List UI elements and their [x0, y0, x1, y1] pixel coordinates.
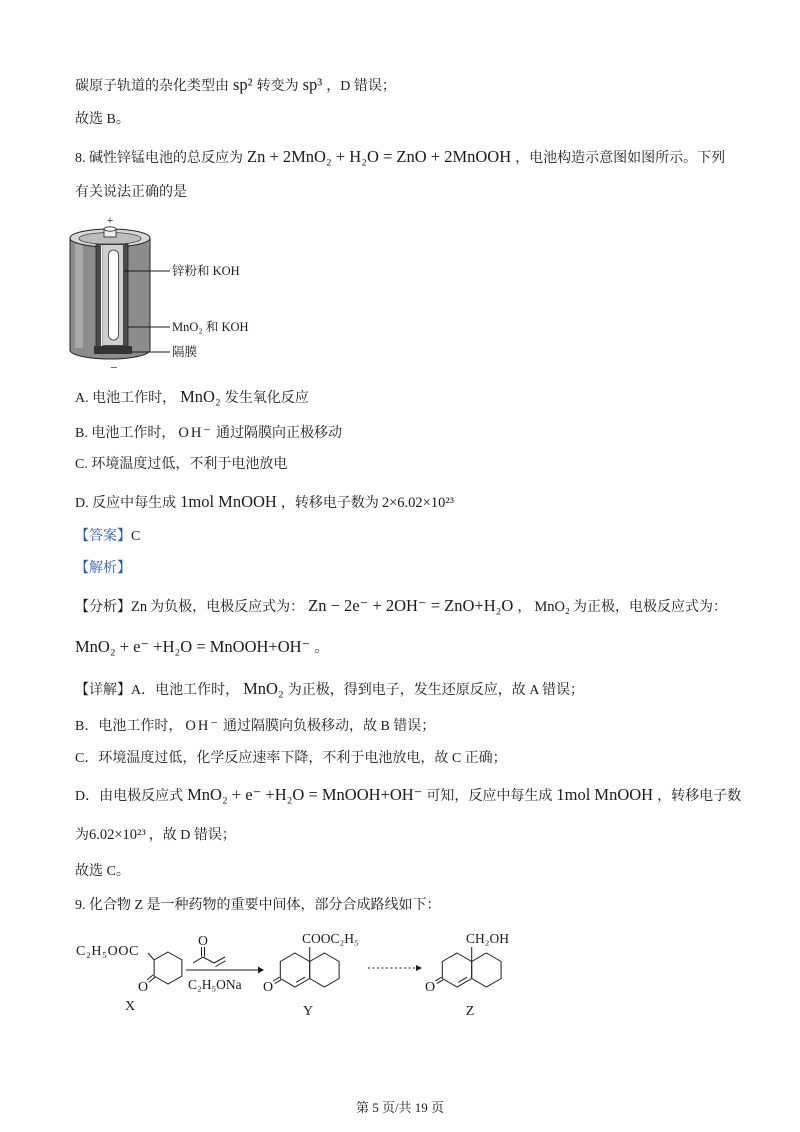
text-segment: 。 [314, 641, 329, 656]
cathode-reaction-formula: MnO₂ + e⁻ +H₂O = MnOOH+OH⁻ [187, 785, 423, 804]
current-collector-rod [109, 250, 119, 340]
y-ester-group: COOC₂H₅ [302, 931, 359, 946]
y-carbonyl-bond [273, 977, 279, 981]
text-segment: 8. 碱性锌锰电池的总反应为 [75, 151, 243, 166]
x-ester-bond [148, 953, 154, 960]
text-segment: C. 环境温度过低，不利于电池放电 [75, 457, 288, 472]
detail-d [75, 785, 741, 807]
analysis-line [75, 596, 727, 618]
battery-diagram [60, 210, 280, 378]
formula-electron-count: 2×6.02×10²³ [381, 495, 455, 511]
text-segment: 为正极，电极反应式为： [572, 600, 727, 615]
answer-value: C [131, 529, 141, 544]
text-segment: 通过隔膜向正极移动 [215, 426, 342, 441]
text-segment: D．由电极反应式 [75, 789, 184, 804]
z-carbonyl-bond [437, 980, 443, 984]
question8-stem-line2: 有关说法正确的是 [75, 185, 187, 200]
answer-line [75, 527, 140, 547]
x-ester-group: C₂H₅OOC [76, 944, 139, 959]
x-compound-label: X [124, 999, 136, 1014]
formula-mno2: MnO₂ [534, 599, 570, 615]
answer-tag: 【答案】 [75, 529, 131, 544]
battery-bottom [94, 346, 132, 354]
option-b [75, 423, 342, 444]
text-segment: A．电池工作时， [131, 683, 240, 698]
text-segment: ，转移电子数为 [280, 496, 379, 511]
text-segment: 转变为 [256, 79, 299, 94]
text-segment: ，D 错误； [326, 79, 396, 94]
z-left-ring [442, 953, 471, 987]
analysis-line2 [75, 637, 328, 659]
text-segment: A. 电池工作时， [75, 391, 177, 406]
question9-stem: 9. 化合物 Z 是一种药物的重要中间体，部分合成路线如下： [75, 898, 441, 913]
separator-layer [101, 245, 103, 347]
text-segment: B. 电池工作时， [75, 426, 176, 441]
reagent-condition: C₂H₅ONa [188, 977, 242, 992]
reaction-arrowhead [258, 967, 264, 974]
text-segment: 碳原子轨道的杂化类型由 [75, 79, 229, 94]
text-segment: D. 反应中每生成 [75, 496, 177, 511]
y-carbonyl-bond [275, 980, 281, 984]
formula-sp2: sp² [233, 75, 253, 94]
formula-electron-count: 6.02×10²³ [89, 827, 146, 843]
cathode-reaction-formula: MnO₂ + e⁻ +H₂O = MnOOH+OH⁻ [75, 637, 311, 656]
page-number-footer: 第 5 页/共 19 页 [355, 1100, 445, 1115]
option-a [75, 387, 309, 409]
y-right-ring [310, 953, 339, 987]
text-segment: ，转移电子数 [657, 789, 742, 804]
can-highlight [75, 244, 83, 348]
text-segment: 发生氧化反应 [224, 391, 309, 406]
explanation-heading [75, 559, 131, 579]
formula-hydroxide: OH⁻ [185, 718, 220, 734]
formula-sp3: sp³ [302, 75, 323, 94]
label-zinc: 锌粉和 KOH [172, 264, 240, 278]
explanation-tag: 【解析】 [75, 561, 131, 576]
previous-answer-line [75, 75, 396, 97]
z-carbonyl-oxygen: O [424, 980, 436, 995]
positive-terminal-top [104, 227, 116, 231]
z-carbonyl-bond [435, 977, 441, 981]
text-segment: 为负极，电极反应式为： [150, 600, 305, 615]
formula-mno2: MnO₂ [243, 679, 284, 698]
text-segment: 为正极，得到电子，发生还原反应，故 A 错误； [287, 683, 585, 698]
multistep-arrowhead [416, 965, 422, 971]
x-cyclohexane-ring [154, 952, 182, 984]
z-hydroxymethyl-group: CH₂OH [466, 931, 509, 946]
formula-mno2: MnO₂ [180, 387, 221, 406]
positive-terminal-sign: + [106, 213, 114, 227]
negative-terminal-sign: − [110, 360, 118, 375]
synthesis-scheme [60, 925, 540, 1025]
label-separator: 隔膜 [172, 345, 198, 359]
z-right-ring [472, 953, 501, 987]
text-segment: 为 [75, 828, 89, 843]
y-compound-label: Y [302, 1004, 314, 1019]
anode-reaction-formula: Zn − 2e⁻ + 2OH⁻ = ZnO+H₂O [308, 596, 514, 615]
previous-conclusion: 故选 B。 [75, 112, 130, 127]
final-conclusion: 故选 C。 [75, 864, 130, 879]
formula-hydroxide: OH⁻ [178, 425, 213, 441]
y-carbonyl-oxygen: O [262, 980, 274, 995]
detail-tag: 【详解】 [75, 683, 131, 698]
formula-mnooh: 1mol MnOOH [556, 785, 654, 804]
overall-reaction-formula: Zn + 2MnO₂ + H₂O = ZnO + 2MnOOH [247, 147, 512, 166]
formula-mnooh: 1mol MnOOH [180, 492, 277, 511]
text-segment: ， [517, 600, 532, 615]
detail-b [75, 716, 435, 737]
detail-d-line2 [75, 825, 236, 846]
z-compound-label: Z [465, 1004, 475, 1019]
question8-stem [75, 147, 725, 169]
detail-a [75, 679, 584, 701]
label-mno2: MnO₂ 和 KOH [172, 320, 249, 334]
text-segment: 可知，反应中每生成 [426, 789, 553, 804]
x-carbonyl-oxygen: O [137, 980, 149, 995]
reagent-oxygen: O [198, 933, 208, 948]
y-left-ring [280, 953, 309, 987]
analysis-tag: 【分析】 [75, 600, 131, 615]
formula-zn: Zn [131, 599, 148, 615]
option-c [75, 455, 287, 475]
text-segment: B．电池工作时， [75, 719, 183, 734]
text-segment: 通过隔膜向负极移动，故 B 错误； [222, 719, 436, 734]
detail-c: C．环境温度过低，化学反应速率下降，不利于电池放电，故 C 正确； [75, 751, 507, 766]
option-d [75, 492, 457, 514]
text-segment: ，电池构造示意图如图所示。下列 [515, 151, 726, 166]
reagent-skeleton [193, 957, 225, 963]
text-segment: ，故 D 错误； [148, 828, 236, 843]
